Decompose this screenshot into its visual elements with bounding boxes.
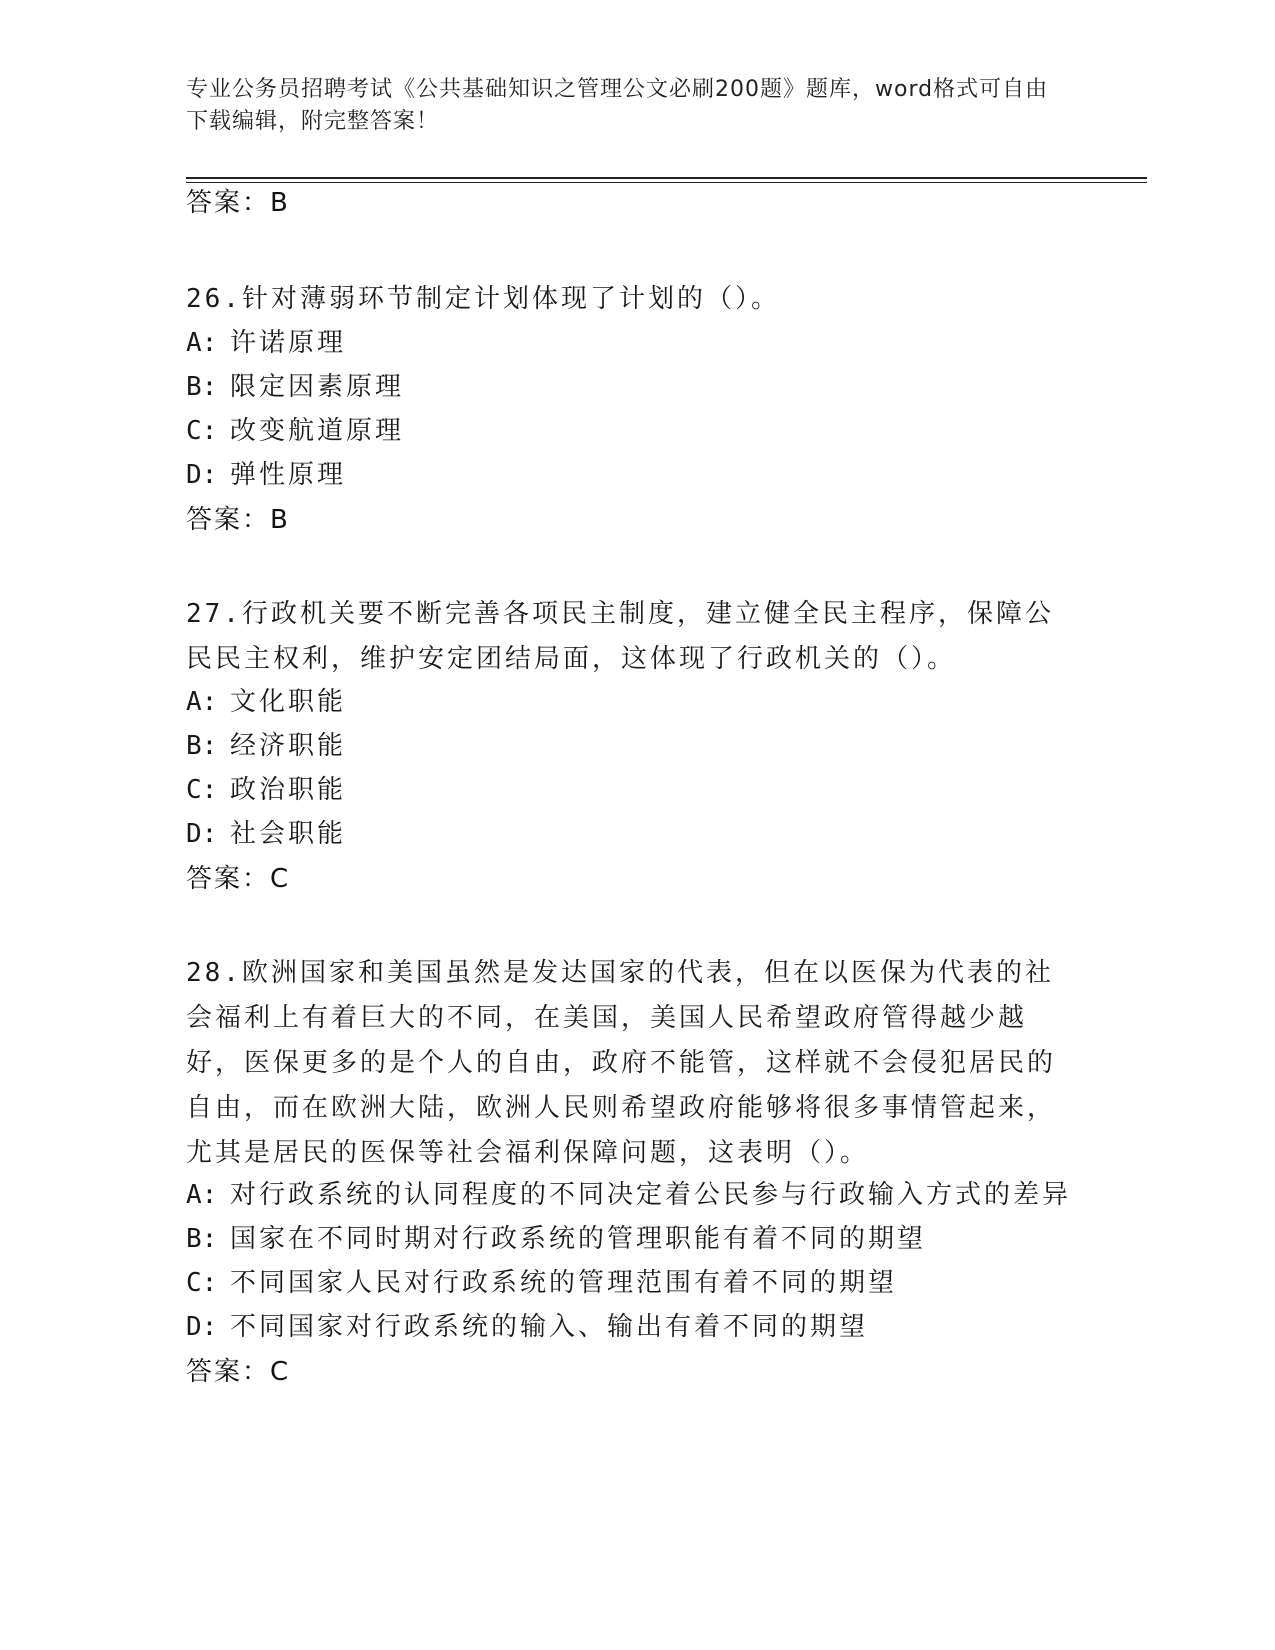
question-26-option-c: [186, 416, 1086, 446]
question-27-option-a: [186, 687, 1086, 717]
question-28-answer: 答案：C: [186, 1357, 291, 1387]
question-27-option-d: [186, 819, 1086, 849]
question-27-option-c: [186, 775, 1086, 805]
option-text: 限定因素原理: [230, 372, 405, 402]
header-divider-thick: [186, 177, 1147, 179]
option-text: 对行政系统的认同程度的不同决定着公民参与行政输入方式的差异: [230, 1180, 1072, 1210]
option-label: B:: [186, 731, 218, 761]
option-text: 弹性原理: [230, 460, 347, 490]
previous-answer: 答案：B: [186, 188, 290, 218]
document-header-text: 专业公务员招聘考试《公共基础知识之管理公文必刷200题》题库，word格式可自由下载编辑，附完整答案！: [186, 77, 1049, 134]
option-label: D:: [186, 460, 218, 490]
option-text: 社会职能: [230, 819, 347, 849]
option-label: C:: [186, 775, 218, 805]
option-text: 经济职能: [230, 731, 347, 761]
question-28-option-a: [186, 1180, 1086, 1210]
question-27-answer: 答案：C: [186, 864, 291, 894]
option-text: 文化职能: [230, 687, 347, 717]
question-26-option-b: [186, 372, 1086, 402]
option-text: 不同国家人民对行政系统的管理范围有着不同的期望: [230, 1268, 898, 1298]
option-text: 政治职能: [230, 775, 347, 805]
question-26-option-a: [186, 328, 1086, 358]
question-28-option-d: [186, 1312, 1086, 1342]
header-divider-thin: [186, 182, 1147, 183]
option-label: C:: [186, 1268, 218, 1298]
option-label: A:: [186, 328, 218, 358]
option-text: 国家在不同时期对行政系统的管理职能有着不同的期望: [230, 1224, 927, 1254]
option-text: 改变航道原理: [230, 416, 405, 446]
option-label: A:: [186, 687, 218, 717]
option-text: 不同国家对行政系统的输入、输出有着不同的期望: [230, 1312, 869, 1342]
question-27-option-b: [186, 731, 1086, 761]
option-label: C:: [186, 416, 218, 446]
option-label: B:: [186, 372, 218, 402]
question-26-answer: 答案：B: [186, 505, 290, 535]
question-26-option-d: [186, 460, 1086, 490]
option-label: D:: [186, 1312, 218, 1342]
option-label: D:: [186, 819, 218, 849]
question-26-stem: 26.针对薄弱环节制定计划体现了计划的（）。: [186, 284, 780, 314]
question-28-option-c: [186, 1268, 1086, 1298]
question-27-stem: 27.行政机关要不断完善各项民主制度，建立健全民主程序，保障公民民主权利，维护安定团结局面，这体现了行政机关的（）。: [186, 599, 1054, 674]
question-28-stem: 28.欧洲国家和美国虽然是发达国家的代表，但在以医保为代表的社会福利上有着巨大的不同，在美国，美国人民希望政府管得越少越好，医保更多的是个人的自由，政府不能管，这样就不会侵犯居民的自由，而在欧洲大陆，欧洲人民则希望政府能够将很多事情管起来，尤其是居民的医保等社会福利保障问题，这表明（）。: [186, 958, 1057, 1168]
option-label: B:: [186, 1224, 218, 1254]
option-text: 许诺原理: [230, 328, 347, 358]
option-label: A:: [186, 1180, 218, 1210]
question-28-option-b: [186, 1224, 1086, 1254]
